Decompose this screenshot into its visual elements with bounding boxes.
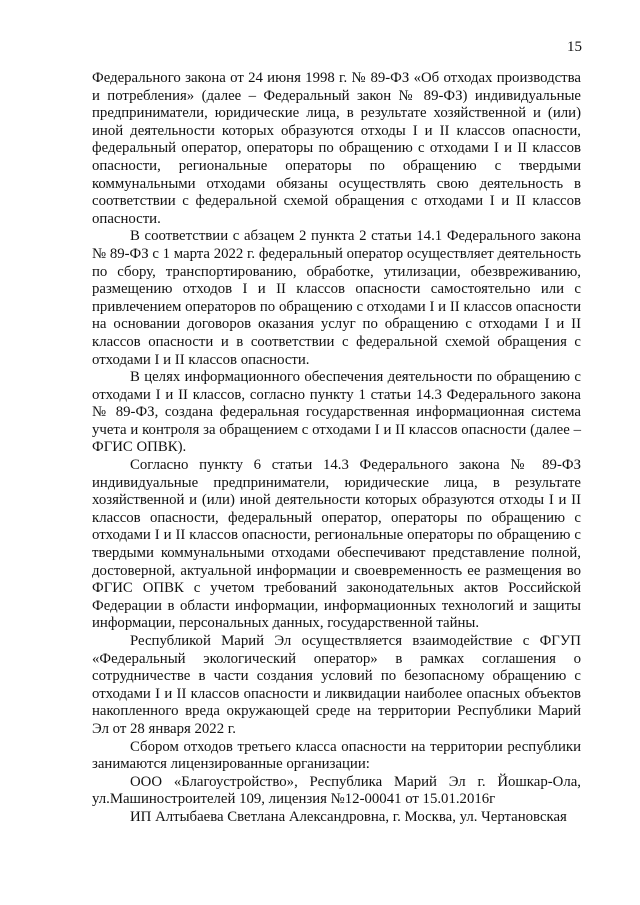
paragraph-continuation: Федерального закона от 24 июня 1998 г. № 89-ФЗ «Об отходах производства и потребления» (далее – Федеральный закон № 89-ФЗ) индивидуальные предприниматели, юридические лица, в результате хозяйственной и (или) иной деятельности которых образуются отходы I и II классов опасности, федеральный оператор, операторы по обращению с отходами I и II классов опасности, региональные операторы по обращению с твердыми коммунальными отходами обязаны осуществлять свою деятельность в соответствии с федеральной схемой обращения с отходами I и II классов опасности. bbox=[92, 70, 581, 227]
document-body bbox=[92, 70, 581, 827]
paragraph-organization-altybaeva: ИП Алтыбаева Светлана Александровна, г. Москва, ул. Чертановская bbox=[130, 808, 567, 825]
paragraph-organization-blagoustroystvo: ООО «Благоустройство», Республика Марий Эл г. Йошкар-Ола, ул.Машиностроителей 109, лицензия №12-00041 от 15.01.2016г bbox=[92, 773, 581, 808]
paragraph-fgis-opvk: В целях информационного обеспечения деятельности по обращению с отходами I и II классов, согласно пункту 1 статьи 14.3 Федерального закона № 89-ФЗ, создана федеральная государственная информационная система учета и контроля за обращением с отходами I и II классов опасности (далее – ФГИС ОПВК). bbox=[92, 369, 581, 456]
paragraph-federal-operator: В соответствии с абзацем 2 пункта 2 статьи 14.1 Федерального закона № 89-ФЗ с 1 марта 2022 г. федеральный оператор осуществляет деятельность по сбору, транспортированию, обработке, утилизации, обезвреживанию, размещению отходов I и II классов опасности самостоятельно или с привлечением операторов по обращению с отходами I и II классов опасности на основании договоров оказания услуг по обращению с отходами I и II классов опасности и в соответствии с федеральной схемой обращения с отходами I и II классов опасности. bbox=[92, 228, 581, 368]
paragraph-information-requirements: Согласно пункту 6 статьи 14.3 Федерального закона № 89-ФЗ индивидуальные предприниматели, юридические лица, в результате хозяйственной и (или) иной деятельности которых образуются отходы I и II классов опасности, федеральный оператор, операторы по обращению с отходами I и II классов опасности, региональные операторы по обращению с твердыми коммунальными отходами обеспечивают представление полной, достоверной, актуальной информации и своевременность ее размещения во ФГИС ОПВК с учетом требований законодательных актов Российской Федерации в области информации, информационных технологий и защиты информации, персональных данных, государственной тайны. bbox=[92, 457, 581, 632]
paragraph-mari-el-agreement: Республикой Марий Эл осуществляется взаимодействие с ФГУП «Федеральный экологический оператор» в рамках соглашения о сотрудничестве в части создания условий по безопасному обращению с отходами I и II классов опасности и ликвидации наиболее опасных объектов накопленного вреда окружающей среде на территории Республики Марий Эл от 28 января 2022 г. bbox=[92, 633, 581, 737]
page-number: 15 bbox=[567, 39, 582, 55]
paragraph-licensed-organizations: Сбором отходов третьего класса опасности на территории республики занимаются лицензированные организации: bbox=[92, 738, 581, 773]
